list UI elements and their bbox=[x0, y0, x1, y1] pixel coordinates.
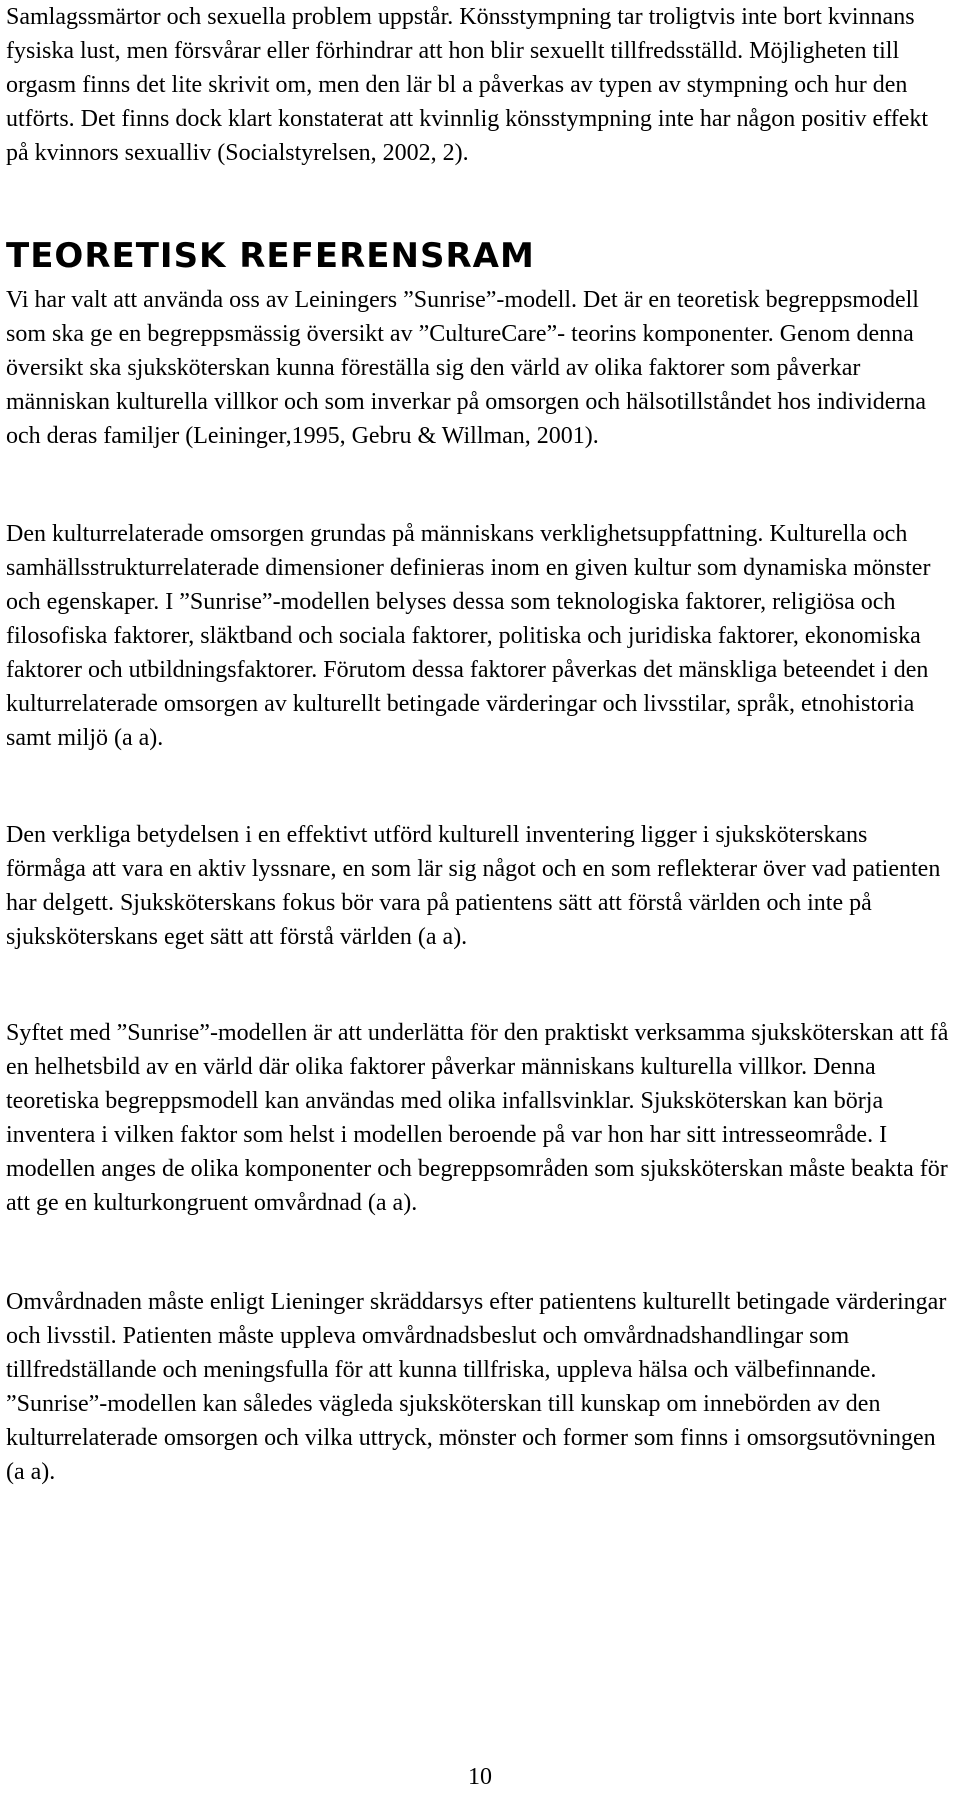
page-number: 10 bbox=[468, 1764, 492, 1790]
body-paragraph-4: Syftet med ”Sunrise”-modellen är att underlätta för den praktiskt verksamma sjuksköterskan att få en helhetsbild av en värld där olika faktorer påverkar människans kulturella villkor. Denna teoretiska begreppsmodell kan användas med olika infallsvinklar. Sjuksköterskan kan börja inventera i vilken faktor som helst i modellen beroende på var hon har sitt intresseområde. I modellen anges de olika komponenter och begreppsområden som sjuksköterskan måste beakta för att ge en kulturkongruent omvårdnad (a a). bbox=[6, 1020, 949, 1216]
body-paragraph-2: Den kulturrelaterade omsorgen grundas på människans verklighetsuppfattning. Kulturella och samhällsstrukturrelaterade dimensioner definieras inom en given kultur som dynamiska mönster och egenskaper. I ”Sunrise”-modellen belyses dessa som teknologiska faktorer, religiösa och filosofiska faktorer, släktband och sociala faktorer, politiska och juridiska faktorer, ekonomiska faktorer och utbildningsfaktorer. Förutom dessa faktorer påverkas det mänskliga beteendet i den kulturrelaterade omsorgen av kulturellt betingade värderingar och livsstilar, språk, etnohistoria samt miljö (a a). bbox=[6, 521, 931, 751]
body-paragraph-1: Vi har valt att använda oss av Leiningers ”Sunrise”-modell. Det är en teoretisk begreppsmodell som ska ge en begreppsmässig översikt av ”CultureCare”- teorins komponenter. Genom denna översikt ska sjuksköterskan kunna föreställa sig den värld av olika faktorer som påverkar människan kulturella villkor och som inverkar på omsorgen och hälsotillståndet hos individerna och deras familjer (Leininger,1995, Gebru & Willman, 2001). bbox=[6, 287, 927, 449]
section-heading: TEORETISK REFERENSRAM bbox=[6, 236, 535, 276]
body-paragraph-5: Omvårdnaden måste enligt Lieninger skräddarsys efter patientens kulturellt betingade värderingar och livsstil. Patienten måste uppleva omvårdnadsbeslut och omvårdnadshandlingar som tillfredställande och meningsfulla för att kunna tillfriska, uppleva hälsa och välbefinnande. ”Sunrise”-modellen kan således vägleda sjuksköterskan till kunskap om innebörden av den kulturrelaterade omsorgen och vilka uttryck, mönster och former som finns i omsorgsutövningen (a a). bbox=[6, 1289, 947, 1485]
intro-paragraph: Samlagssmärtor och sexuella problem uppstår. Könsstympning tar troligtvis inte bort kvinnans fysiska lust, men försvårar eller förhindrar att hon blir sexuellt tillfredsställd. Möjligheten till orgasm finns det lite skrivit om, men den lär bl a påverkas av typen av stympning och hur den utförts. Det finns dock klart konstaterat att kvinnlig könsstympning inte har någon positiv effekt på kvinnors sexualliv (Socialstyrelsen, 2002, 2). bbox=[6, 4, 929, 166]
body-paragraph-3: Den verkliga betydelsen i en effektivt utförd kulturell inventering ligger i sjuksköterskans förmåga att vara en aktiv lyssnare, en som lär sig något och en som reflekterar över vad patienten har delgett. Sjuksköterskans fokus bör vara på patientens sätt att förstå världen och inte på sjuksköterskans eget sätt att förstå världen (a a). bbox=[6, 822, 941, 950]
